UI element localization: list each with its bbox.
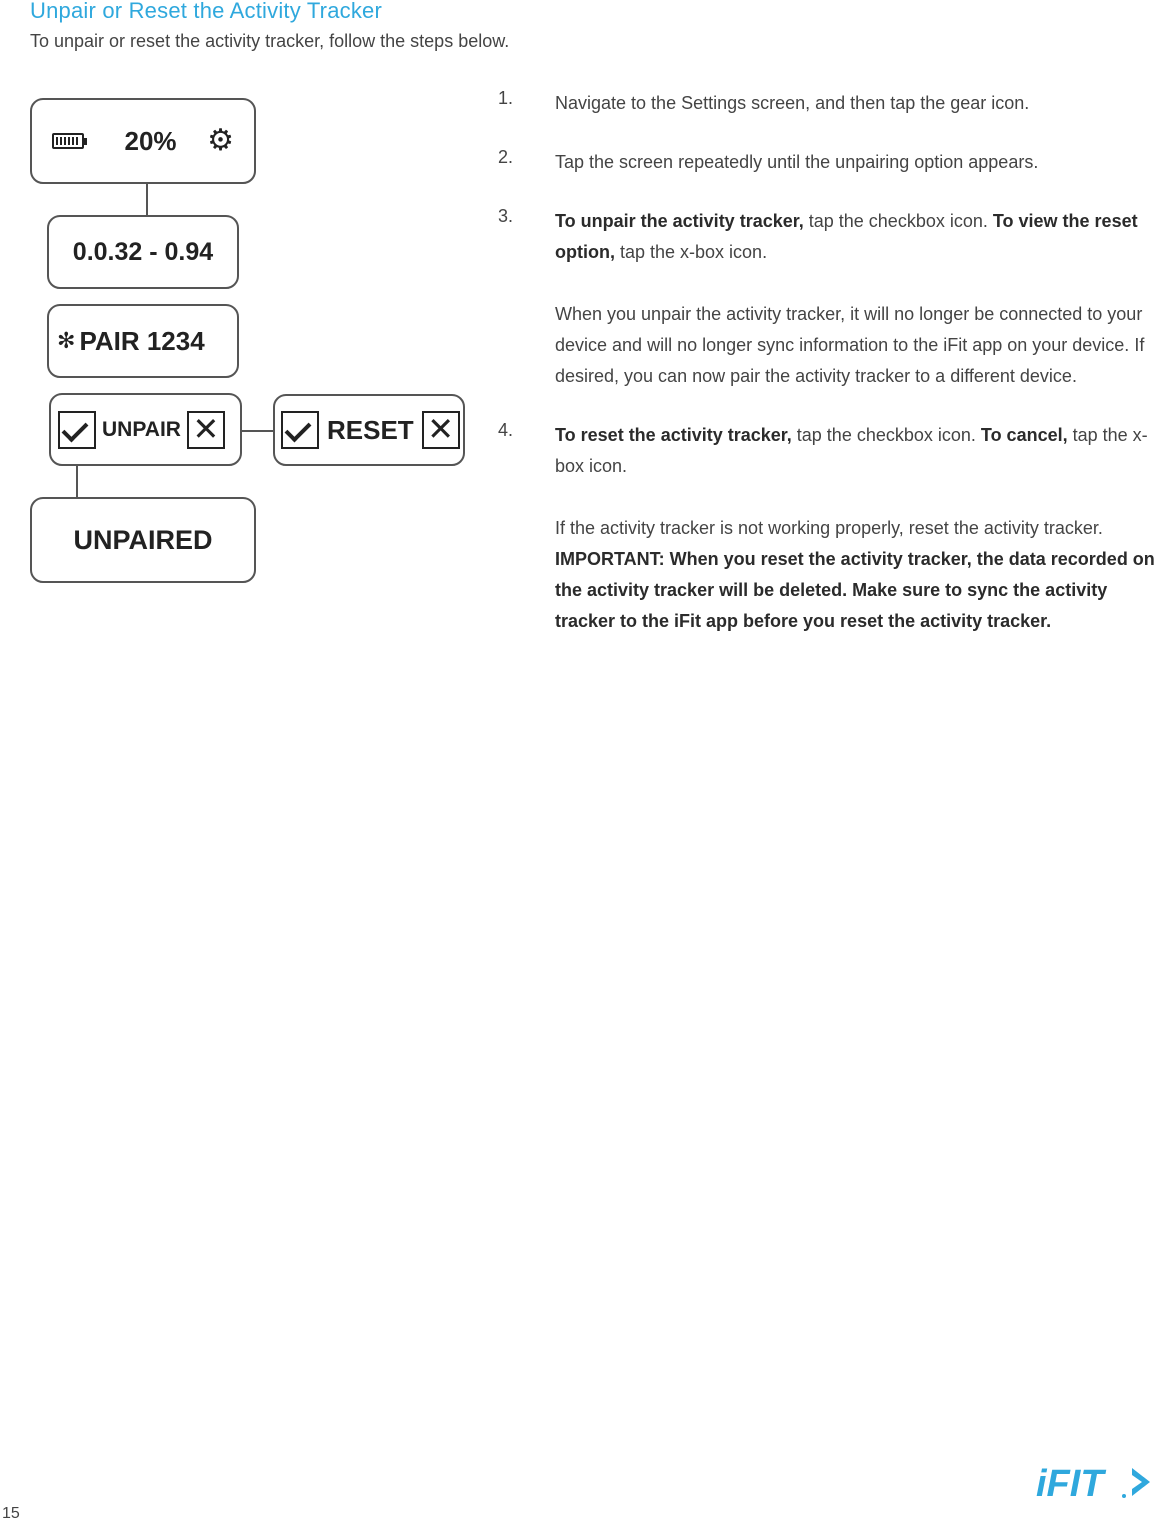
- tracker-screen-diagram: [0, 0, 480, 600]
- unpaired-screen: [30, 497, 256, 583]
- bluetooth-icon: ✻: [57, 328, 76, 353]
- step-number: 3.: [498, 206, 514, 226]
- svg-text:iFIT: iFIT: [1036, 1463, 1104, 1502]
- ifit-logo-mark: [1036, 1462, 1155, 1502]
- reset-screen: [273, 394, 465, 466]
- pair-code: PAIR 1234: [79, 325, 205, 356]
- gear-icon: ⚙: [207, 124, 234, 157]
- steps-list: [498, 88, 1155, 653]
- version-text: 0.0.32 - 0.94: [72, 237, 214, 266]
- step-4: [498, 420, 1155, 637]
- page-number: 15: [2, 1505, 20, 1522]
- battery-icon: [52, 133, 84, 149]
- reset-label: RESET: [327, 414, 414, 445]
- step-number: 1.: [498, 88, 514, 108]
- step-text: Tap the screen repeatedly until the unpairing option appears.: [555, 152, 1039, 172]
- connector-line: [76, 465, 78, 498]
- step-number: 4.: [498, 420, 514, 440]
- x-box-icon[interactable]: ✕: [422, 411, 460, 449]
- x-box-icon[interactable]: ✕: [187, 411, 225, 449]
- battery-screen: [30, 98, 256, 184]
- connector-line: [146, 183, 148, 217]
- step-text: Navigate to the Settings screen, and then tap the gear icon.: [555, 93, 1030, 113]
- step-number: 2.: [498, 147, 514, 167]
- checkbox-icon[interactable]: [58, 411, 96, 449]
- unpaired-label: UNPAIRED: [73, 524, 213, 555]
- pair-screen: [47, 304, 239, 378]
- checkbox-icon[interactable]: [281, 411, 319, 449]
- step-text: To reset the activity tracker, tap the checkbox icon. To cancel, tap the x-box icon.: [555, 425, 1148, 476]
- step-2: [498, 147, 1155, 178]
- connector-line: [241, 430, 274, 432]
- step-text: To unpair the activity tracker, tap the checkbox icon. To view the reset option, tap the x-box icon.: [555, 211, 1138, 262]
- battery-percent: 20%: [124, 125, 177, 156]
- version-screen: [47, 215, 239, 289]
- unpair-screen: [49, 393, 242, 466]
- step-1: [498, 88, 1155, 119]
- ifit-logo: [1036, 1462, 1155, 1507]
- unpair-label: UNPAIR: [102, 417, 181, 441]
- step-note: When you unpair the activity tracker, it will no longer be connected to your device and will no longer sync information to the iFit app on your device. If desired, you can now pair the activity tracker to a different device.: [555, 304, 1145, 386]
- page-title: Unpair or Reset the Activity Tracker: [30, 0, 382, 23]
- step-note: If the activity tracker is not working properly, reset the activity tracker. IMPORTANT: When you reset the activity tracker, the data recorded on the activity tracker will be deleted. Make sure to sync the activity tracker to the iFit app before you reset the activity tracker.: [555, 518, 1155, 631]
- step-3: [498, 206, 1155, 392]
- intro-text: To unpair or reset the activity tracker, follow the steps below.: [30, 31, 510, 51]
